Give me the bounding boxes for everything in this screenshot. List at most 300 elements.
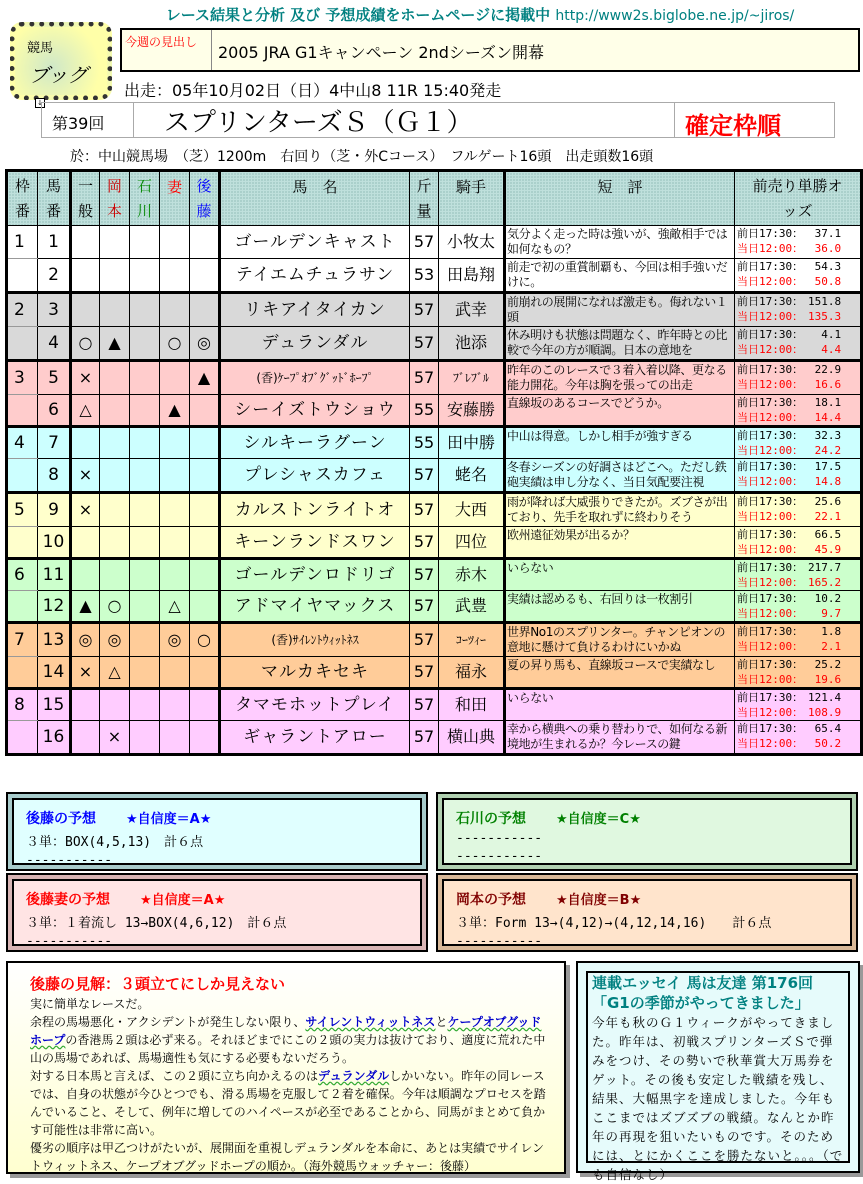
- mark-goto: [190, 591, 220, 623]
- table-header: [7, 171, 862, 226]
- mark-ippan: [71, 259, 100, 293]
- odds: [735, 493, 862, 527]
- mark-ishikawa: [130, 395, 160, 427]
- short-comment: 前崩れの展開になれば激走も。侮れない１頭: [505, 293, 735, 327]
- odds: [735, 657, 862, 689]
- mark-tsuma: [160, 689, 190, 721]
- odds-day: 当日12:00： 14.8: [737, 475, 842, 488]
- horse-link-silent-witness[interactable]: サイレントウィットネス: [305, 1015, 436, 1029]
- prediction-bet-2: -----------: [456, 849, 543, 864]
- jockey: 横山典: [439, 721, 505, 755]
- odds-day: 当日12:00： 19.6: [737, 673, 842, 686]
- mark-okamoto: [100, 361, 130, 395]
- mark-tsuma: [160, 493, 190, 527]
- entry-table: [5, 169, 863, 756]
- mark-goto: [190, 527, 220, 559]
- mark-tsuma: [160, 527, 190, 559]
- mark-okamoto: [100, 527, 130, 559]
- confidence-label: ★自信度＝C★: [556, 812, 641, 827]
- mark-ippan: [71, 721, 100, 755]
- col-weight: 斤量: [410, 171, 439, 226]
- horse-number: 15: [38, 689, 71, 721]
- site-url-link[interactable]: http://www2s.biglobe.ne.jp/~jiros/: [555, 8, 795, 24]
- short-comment: 欧州遠征効果が出るか？: [505, 527, 735, 559]
- jockey: 池添: [439, 327, 505, 361]
- mark-tsuma: [160, 427, 190, 459]
- short-comment: 休み明けも状態は問題なく、昨年時との比較で今年の方が順調。日本の意地を: [505, 327, 735, 361]
- frame-number: 6: [7, 559, 38, 591]
- prediction-bet-2: -----------: [26, 934, 113, 949]
- short-comment: 幸から横典への乗り替わりで、如何なる新境地が生まれるか？今レースの鍵: [505, 721, 735, 755]
- horse-number: 7: [38, 427, 71, 459]
- short-comment: 夏の昇り馬も、直線坂コースで実績なし: [505, 657, 735, 689]
- frame-number: 1: [7, 226, 38, 259]
- odds-day: 当日12:00： 135.3: [737, 310, 842, 323]
- mark-okamoto: [100, 395, 130, 427]
- short-comment: いらない: [505, 689, 735, 721]
- commentary-p1: 実に簡単なレースだ。: [30, 997, 150, 1011]
- col-tsuma: 妻: [160, 171, 190, 226]
- short-comment: 中山は得意。しかし相手が強すぎる: [505, 427, 735, 459]
- mark-ippan: ×: [71, 657, 100, 689]
- odds-prev: 前日17:30： 217.7: [737, 561, 842, 574]
- mark-goto: [190, 293, 220, 327]
- odds-day: 当日12:00： 50.8: [737, 275, 842, 288]
- mark-ishikawa: [130, 591, 160, 623]
- site-banner: [120, 4, 840, 25]
- mark-goto: [190, 427, 220, 459]
- weight: 55: [410, 427, 439, 459]
- frame-number: [7, 527, 38, 559]
- mark-goto: [190, 559, 220, 591]
- jockey: ﾌﾞﾚﾌﾞﾙ: [439, 361, 505, 395]
- mark-ishikawa: [130, 293, 160, 327]
- essay-subtitle: 「G1の季節がやってきました」: [592, 994, 810, 1012]
- table-row: [7, 623, 862, 657]
- mark-okamoto: [100, 493, 130, 527]
- weight: 57: [410, 493, 439, 527]
- odds-prev: 前日17:30： 4.1: [737, 328, 842, 341]
- table-row: [7, 427, 862, 459]
- mark-goto: [190, 459, 220, 493]
- essay-title: 連載エッセイ 馬は友達 第176回: [592, 974, 814, 992]
- col-ishikawa: 石川: [130, 171, 160, 226]
- mark-goto: [190, 689, 220, 721]
- mark-tsuma: ○: [160, 327, 190, 361]
- essay-box: [576, 961, 860, 1182]
- mark-ishikawa: [130, 493, 160, 527]
- horse-name: カルストンライトオ: [220, 493, 410, 527]
- horse-number: 4: [38, 327, 71, 361]
- mark-goto: ○: [190, 623, 220, 657]
- odds-prev: 前日17:30： 121.4: [737, 691, 842, 704]
- frame-number: 3: [7, 361, 38, 395]
- mark-goto: ◎: [190, 327, 220, 361]
- odds: [735, 721, 862, 755]
- prediction-box: [6, 873, 428, 952]
- odds-prev: 前日17:30： 151.8: [737, 295, 842, 308]
- frame-number: 8: [7, 689, 38, 721]
- mark-goto: [190, 226, 220, 259]
- odds: [735, 361, 862, 395]
- mark-ishikawa: [130, 327, 160, 361]
- short-comment: 前走で初の重賞制覇も、今回は相手強いだけに。: [505, 259, 735, 293]
- mark-ishikawa: [130, 721, 160, 755]
- horse-number: 10: [38, 527, 71, 559]
- col-comment: 短 評: [505, 171, 735, 226]
- horse-number: 9: [38, 493, 71, 527]
- frame-number: [7, 459, 38, 493]
- horse-name: キーンランドスワン: [220, 527, 410, 559]
- table-row: [7, 459, 862, 493]
- horse-name: プレシャスカフェ: [220, 459, 410, 493]
- mark-tsuma: ▲: [160, 395, 190, 427]
- commentary-p2: 余程の馬場悪化・アクシデントが発生しない限り、サイレントウィットネスとケープオブグッドホープの香港馬２頭は必ず来る。それほどまでにこの２頭の実力は抜けており、適度に荒れた中山の馬場であれば、馬場適性も気にする必要もないだろう。: [30, 1015, 546, 1065]
- mark-tsuma: [160, 361, 190, 395]
- frame-number: [7, 721, 38, 755]
- jockey: 安藤勝: [439, 395, 505, 427]
- short-comment: いらない: [505, 559, 735, 591]
- col-goto: 後藤: [190, 171, 220, 226]
- mark-ippan: ○: [71, 327, 100, 361]
- jockey: 武幸: [439, 293, 505, 327]
- logo: [10, 22, 112, 107]
- mark-ishikawa: [130, 427, 160, 459]
- anchor-icon: ↓: [35, 98, 45, 108]
- horse-name: タマモホットプレイ: [220, 689, 410, 721]
- commentary-title: 後藤の見解：３頭立てにしか見えない: [30, 975, 286, 993]
- odds-day: 当日12:00： 4.4: [737, 343, 842, 356]
- jockey: 田中勝: [439, 427, 505, 459]
- mark-tsuma: △: [160, 591, 190, 623]
- logo-line2: ブッグ: [29, 63, 88, 87]
- prediction-title: 後藤の予想: [26, 811, 96, 827]
- jockey: 大西: [439, 493, 505, 527]
- mark-ishikawa: [130, 361, 160, 395]
- horse-link-durandal[interactable]: デュランダル: [318, 1069, 390, 1083]
- table-row: [7, 559, 862, 591]
- jockey: 小牧太: [439, 226, 505, 259]
- mark-okamoto: [100, 689, 130, 721]
- mark-ippan: [71, 527, 100, 559]
- prediction-bet: ３単：Form 13→(4,12)→(4,12,14,16) 計６点: [456, 916, 772, 931]
- horse-number: 1: [38, 226, 71, 259]
- weight: 57: [410, 327, 439, 361]
- table-row: [7, 361, 862, 395]
- mark-goto: [190, 259, 220, 293]
- prediction-bet: ３単：BOX(4,5,13) 計６点: [26, 835, 204, 850]
- odds-day: 当日12:00： 45.9: [737, 543, 842, 556]
- mark-goto: [190, 721, 220, 755]
- mark-ishikawa: [130, 623, 160, 657]
- weight: 57: [410, 361, 439, 395]
- mark-ishikawa: [130, 527, 160, 559]
- odds-day: 当日12:00： 50.2: [737, 737, 842, 750]
- mark-ippan: [71, 427, 100, 459]
- odds: [735, 226, 862, 259]
- table-row: [7, 226, 862, 259]
- short-comment: 昨年のこのレースで３着入着以降、更なる能力開花。今年は胸を張っての出走: [505, 361, 735, 395]
- short-comment: 冬春シーズンの好調さはどこへ。ただし鉄砲実績は申し分なく、当日気配要注視: [505, 459, 735, 493]
- horse-name: テイエムチュラサン: [220, 259, 410, 293]
- mark-okamoto: [100, 559, 130, 591]
- horse-number: 14: [38, 657, 71, 689]
- odds: [735, 527, 862, 559]
- frame-number: 2: [7, 293, 38, 327]
- horse-number: 11: [38, 559, 71, 591]
- col-num: 馬番: [38, 171, 71, 226]
- col-okamoto: 岡本: [100, 171, 130, 226]
- prediction-bet: ３単：１着流し 13→BOX(4,6,12) 計６点: [26, 916, 287, 931]
- horse-number: 12: [38, 591, 71, 623]
- horse-name: シルキーラグーン: [220, 427, 410, 459]
- odds-prev: 前日17:30： 10.2: [737, 592, 842, 605]
- horse-number: 3: [38, 293, 71, 327]
- odds-prev: 前日17:30： 25.6: [737, 495, 842, 508]
- mark-ishikawa: [130, 459, 160, 493]
- mark-okamoto: ▲: [100, 327, 130, 361]
- mark-okamoto: [100, 427, 130, 459]
- jockey: 四位: [439, 527, 505, 559]
- mark-ippan: [71, 226, 100, 259]
- weight: 57: [410, 689, 439, 721]
- odds: [735, 259, 862, 293]
- weight: 57: [410, 459, 439, 493]
- horse-number: 5: [38, 361, 71, 395]
- mark-goto: [190, 657, 220, 689]
- mark-ippan: ×: [71, 459, 100, 493]
- prediction-bet-2: -----------: [456, 934, 543, 949]
- odds: [735, 591, 862, 623]
- horse-number: 13: [38, 623, 71, 657]
- horse-number: 8: [38, 459, 71, 493]
- mark-okamoto: [100, 459, 130, 493]
- odds-day: 当日12:00： 2.1: [737, 640, 842, 653]
- weight: 57: [410, 226, 439, 259]
- short-comment: 気分よく走った時は強いが、強敵相手では如何なもの？: [505, 226, 735, 259]
- horse-name: (香)ｻｲﾚﾝﾄｳｨｯﾄﾈｽ: [220, 623, 410, 657]
- jockey: 田島翔: [439, 259, 505, 293]
- odds-prev: 前日17:30： 1.8: [737, 625, 842, 638]
- weight: 53: [410, 259, 439, 293]
- mark-tsuma: [160, 259, 190, 293]
- odds: [735, 623, 862, 657]
- mark-tsuma: [160, 657, 190, 689]
- weight: 57: [410, 527, 439, 559]
- prediction-title: 石川の予想: [456, 811, 526, 827]
- race-title-box: [41, 102, 835, 138]
- weight: 57: [410, 591, 439, 623]
- table-row: [7, 689, 862, 721]
- table-row: [7, 395, 862, 427]
- odds-day: 当日12:00： 9.7: [737, 607, 842, 620]
- mark-tsuma: [160, 226, 190, 259]
- odds-day: 当日12:00： 24.2: [737, 444, 842, 457]
- short-comment: 雨が降れば大威張りできたが。ズブさが出ており、先手を取れずに終わりそう: [505, 493, 735, 527]
- horse-name: シーイズトウショウ: [220, 395, 410, 427]
- weight: 55: [410, 395, 439, 427]
- odds: [735, 395, 862, 427]
- mark-ishikawa: [130, 657, 160, 689]
- frame-number: 5: [7, 493, 38, 527]
- commentary-box: [6, 961, 566, 1174]
- odds: [735, 427, 862, 459]
- weight: 57: [410, 293, 439, 327]
- mark-tsuma: [160, 293, 190, 327]
- mark-ippan: [71, 689, 100, 721]
- col-ippan: 一般: [71, 171, 100, 226]
- commentary-p4: 優劣の順序は甲乙つけがたいが、展開面を重視しデュランダルを本命に、あとは実績でサイレントウィットネス、ケープオブグッドホープの順か。（海外競馬ウォッチャー：後藤）: [30, 1141, 545, 1173]
- horse-number: 2: [38, 259, 71, 293]
- table-row: [7, 493, 862, 527]
- mark-goto: [190, 493, 220, 527]
- prediction-box: [436, 792, 858, 871]
- horse-number: 16: [38, 721, 71, 755]
- headline-box: [120, 28, 860, 72]
- short-comment: 世界No1のスプリンター。チャンピオンの意地に懸けて負けるわけにいかぬ: [505, 623, 735, 657]
- weight: 57: [410, 721, 439, 755]
- essay-body: 今年も秋のＧ１ウィークがやってきました。昨年は、初戦スプリンターズＳで弾みをつけ、その勢いで秋華賞大万馬券をゲット。その後も安定した戦績を残し、結果、大幅黒字を達成しました。今年もここまではズブズブの戦績。なんとか昨年の再現を狙いたいものです。そのためには、とにかくここを勝たないと。。。（でも自信なし）: [592, 1015, 844, 1182]
- jockey: 和田: [439, 689, 505, 721]
- odds-day: 当日12:00： 22.1: [737, 510, 842, 523]
- horse-name: (香)ｹｰﾌﾟｵﾌﾞｸﾞｯﾄﾞﾎｰﾌﾟ: [220, 361, 410, 395]
- frame-number: [7, 591, 38, 623]
- commentary-p3: 対する日本馬と言えば、この２頭に立ち向かえるのはデュランダルしかいない。昨年の同レースでは、自身の状態が今ひとつでも、滑る馬場を克服して２着を確保。今年は順調なプロセスを踏んでいること、そして、例年に増してのハイペースが必至であることから、同馬がまとめて負かす可能性は非常に高い。: [30, 1069, 546, 1137]
- odds-prev: 前日17:30： 17.5: [737, 460, 842, 473]
- prediction-box: [436, 873, 858, 952]
- mark-tsuma: [160, 459, 190, 493]
- horse-name: ゴールデンロドリゴ: [220, 559, 410, 591]
- mark-goto: ▲: [190, 361, 220, 395]
- frame-number: [7, 395, 38, 427]
- prediction-title: 岡本の予想: [456, 892, 526, 908]
- jockey: 福永: [439, 657, 505, 689]
- odds: [735, 293, 862, 327]
- mark-ippan: △: [71, 395, 100, 427]
- odds: [735, 459, 862, 493]
- weight: 57: [410, 559, 439, 591]
- table-row: [7, 327, 862, 361]
- odds-prev: 前日17:30： 65.4: [737, 722, 842, 735]
- prediction-bet: -----------: [456, 831, 543, 846]
- horse-name: リキアイタイカン: [220, 293, 410, 327]
- mark-ippan: ◎: [71, 623, 100, 657]
- odds-day: 当日12:00： 16.6: [737, 378, 842, 391]
- weight: 57: [410, 657, 439, 689]
- mark-okamoto: [100, 293, 130, 327]
- table-row: [7, 527, 862, 559]
- table-row: [7, 721, 862, 755]
- col-name: 馬 名: [220, 171, 410, 226]
- mark-ippan: ×: [71, 493, 100, 527]
- mark-ippan: ▲: [71, 591, 100, 623]
- odds-prev: 前日17:30： 54.3: [737, 260, 842, 273]
- horse-link-cape-of-good-hope[interactable]: ケープオブグッドホープ: [30, 1015, 542, 1047]
- frame-number: [7, 657, 38, 689]
- col-jockey: 騎手: [439, 171, 505, 226]
- mark-tsuma: [160, 559, 190, 591]
- mark-okamoto: [100, 259, 130, 293]
- confidence-label: ★自信度＝A★: [126, 812, 212, 827]
- frame-number: [7, 327, 38, 361]
- table-row: [7, 293, 862, 327]
- race-name: スプリンターズＳ（Ｇ１）: [164, 107, 473, 138]
- horse-name: ゴールデンキャスト: [220, 226, 410, 259]
- logo-line1: 競馬: [27, 41, 54, 56]
- mark-ippan: ×: [71, 361, 100, 395]
- mark-goto: [190, 395, 220, 427]
- table-row: [7, 591, 862, 623]
- mark-tsuma: ◎: [160, 623, 190, 657]
- odds-prev: 前日17:30： 66.5: [737, 528, 842, 541]
- jockey: 武豊: [439, 591, 505, 623]
- banner-text: レース結果と分析 及び 予想成績をホームページに掲載中: [165, 6, 551, 24]
- race-edition: 第39回: [42, 103, 134, 137]
- horse-name: アドマイヤマックス: [220, 591, 410, 623]
- race-status: 確定枠順: [674, 103, 834, 137]
- frame-number: [7, 259, 38, 293]
- headline-label: 今週の見出し: [122, 30, 212, 70]
- col-odds: 前売り単勝オッズ: [735, 171, 862, 226]
- mark-ippan: [71, 559, 100, 591]
- confidence-label: ★自信度＝A★: [140, 893, 226, 908]
- col-frame: 枠番: [7, 171, 38, 226]
- race-venue: 於：中山競馬場 （芝）1200m 右回り（芝・外Cコース） フルゲート16頭 出走頭数16頭: [70, 149, 654, 165]
- table-row: [7, 657, 862, 689]
- mark-okamoto: [100, 226, 130, 259]
- odds: [735, 327, 862, 361]
- mark-ishikawa: [130, 226, 160, 259]
- odds-day: 当日12:00： 36.0: [737, 242, 842, 255]
- mark-ishikawa: [130, 559, 160, 591]
- odds-prev: 前日17:30： 22.9: [737, 363, 842, 376]
- mark-ishikawa: [130, 259, 160, 293]
- odds-prev: 前日17:30： 18.1: [737, 396, 842, 409]
- jockey: 蛯名: [439, 459, 505, 493]
- confidence-label: ★自信度＝B★: [556, 893, 642, 908]
- horse-name: マルカキセキ: [220, 657, 410, 689]
- headline-text: 2005 JRA G1キャンペーン 2ndシーズン開幕: [218, 43, 545, 62]
- mark-okamoto: ◎: [100, 623, 130, 657]
- short-comment: 直線坂のあるコースでどうか。: [505, 395, 735, 427]
- odds: [735, 559, 862, 591]
- mark-ippan: [71, 293, 100, 327]
- prediction-bet-2: -----------: [26, 853, 113, 868]
- table-row: [7, 259, 862, 293]
- frame-number: 4: [7, 427, 38, 459]
- odds-day: 当日12:00： 108.9: [737, 706, 842, 719]
- odds-day: 当日12:00： 165.2: [737, 576, 842, 589]
- weight: 57: [410, 623, 439, 657]
- horse-name: デュランダル: [220, 327, 410, 361]
- jockey: 赤木: [439, 559, 505, 591]
- mark-okamoto: ×: [100, 721, 130, 755]
- odds-day: 当日12:00： 14.4: [737, 411, 842, 424]
- horse-name: ギャラントアロー: [220, 721, 410, 755]
- short-comment: 実績は認めるも、右回りは一枚割引: [505, 591, 735, 623]
- race-start: 出走：05年10月02日（日）4中山8 11R 15:40発走: [124, 81, 502, 100]
- prediction-box: [6, 792, 428, 871]
- frame-number: 7: [7, 623, 38, 657]
- mark-okamoto: ○: [100, 591, 130, 623]
- jockey: ｺｰﾂｨｰ: [439, 623, 505, 657]
- odds-prev: 前日17:30： 25.2: [737, 658, 842, 671]
- odds: [735, 689, 862, 721]
- mark-tsuma: [160, 721, 190, 755]
- odds-prev: 前日17:30： 37.1: [737, 227, 842, 240]
- mark-ishikawa: [130, 689, 160, 721]
- odds-prev: 前日17:30： 32.3: [737, 429, 842, 442]
